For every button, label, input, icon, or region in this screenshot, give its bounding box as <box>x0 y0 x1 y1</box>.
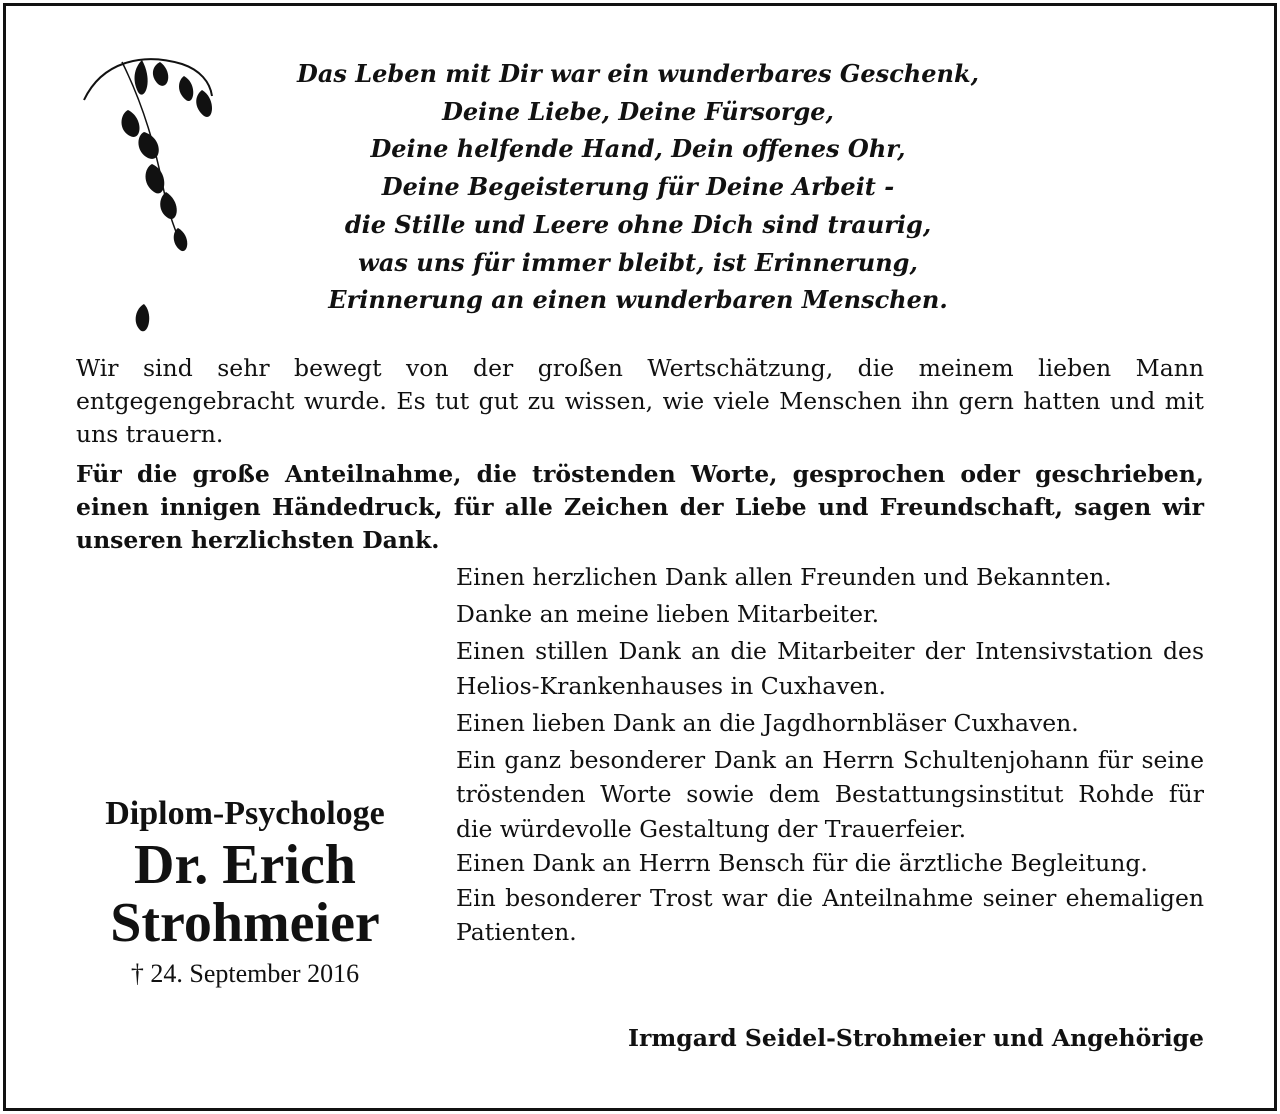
thanks-item: Einen Dank an Herrn Bensch für die ärztliche Begleitung. <box>456 849 1148 877</box>
poem-line: Deine Begeisterung für Deine Arbeit - <box>381 172 895 202</box>
poem-line: Das Leben mit Dir war ein wunderbares Geschenk, <box>297 59 979 88</box>
thanks-item: Einen herzlichen Dank allen Freunden und Bekannten. <box>456 563 1112 591</box>
deceased-name-line1: Dr. Erich <box>134 834 356 896</box>
poem-line: Deine helfende Hand, Dein offenes Ohr, <box>370 134 906 164</box>
thanks-item: Ein besonderer Trost war die Anteilnahme seiner ehemaligen Patienten. <box>456 883 1204 946</box>
poem-line: Erinnerung an einen wunderbaren Menschen. <box>328 285 948 315</box>
thanks-paragraph: Für die große Anteilnahme, die tröstenden Worte, gesprochen oder geschrieben, einen innigen Händedruck, für alle Zeichen der Liebe und Freundschaft, sagen wir unseren herzlichsten Dank. <box>76 460 1204 554</box>
deceased-title: Diplom-Psychologe <box>105 795 385 832</box>
deceased-name-line2: Strohmeier <box>110 892 380 954</box>
death-date: † 24. September 2016 <box>130 959 360 988</box>
intro-paragraph: Wir sind sehr bewegt von der großen Wertschätzung, die meinem lieben Mann entgegengebracht wurde. Es tut gut zu wissen, wie viele Menschen ihn gern hatten und mit uns trauern. <box>76 354 1204 448</box>
thanks-item: Einen stillen Dank an die Mitarbeiter der Intensivstation des Helios-Krankenhauses in Cuxhaven. <box>456 637 1204 700</box>
deceased-name-block <box>60 792 430 992</box>
poem-line: was uns für immer bleibt, ist Erinnerung, <box>358 247 918 277</box>
thanks-item: Ein ganz besonderer Dank an Herrn Schultenjohann für seine tröstenden Worte sowie dem Bestattungsinstitut Rohde für die würdevolle Gestaltung der Trauerfeier. <box>456 745 1204 843</box>
poem-line: die Stille und Leere ohne Dich sind traurig, <box>344 209 932 239</box>
poem-line: Deine Liebe, Deine Fürsorge, <box>442 96 834 126</box>
poem <box>210 55 1066 319</box>
leaf-branch-icon <box>82 52 222 352</box>
signature: Irmgard Seidel-Strohmeier und Angehörige <box>628 1024 1204 1052</box>
thanks-list <box>456 560 1204 950</box>
thanks-item: Einen lieben Dank an die Jagdhornbläser Cuxhaven. <box>456 708 1079 737</box>
thanks-item: Danke an meine lieben Mitarbeiter. <box>456 600 880 628</box>
